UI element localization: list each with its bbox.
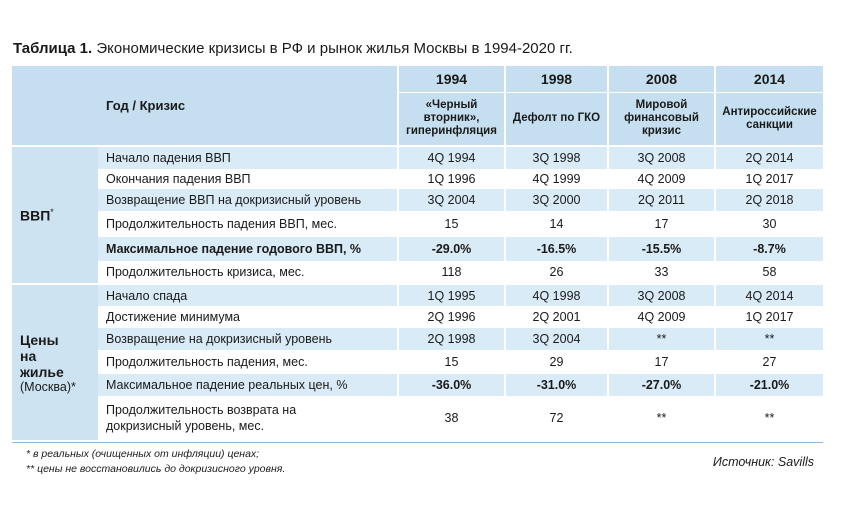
cell-value: -29.0% [398, 237, 505, 261]
cell-value: 3Q 2008 [608, 284, 715, 306]
crisis-table [12, 66, 823, 440]
cell-value: 4Q 2009 [608, 169, 715, 189]
cell-value: -31.0% [505, 374, 608, 396]
header-crisis: Антироссийские санкции [715, 92, 823, 146]
cell-value: -27.0% [608, 374, 715, 396]
cell-value: 3Q 2008 [608, 146, 715, 169]
group-name: ВВП [20, 207, 51, 224]
source-note: Источник: Savills [712, 455, 814, 469]
cell-value: -36.0% [398, 374, 505, 396]
cell-value: 2Q 1996 [398, 306, 505, 328]
row-label: Продолжительность кризиса, мес. [98, 261, 398, 284]
table-row [12, 146, 823, 169]
table-row [12, 211, 823, 237]
row-label: Возвращение на докризисный уровень [98, 328, 398, 350]
cell-value: 72 [505, 396, 608, 440]
cell-value: -16.5% [505, 237, 608, 261]
group-name-line: на [20, 347, 37, 364]
header-year: 2014 [715, 66, 823, 92]
header-year: 1998 [505, 66, 608, 92]
cell-value: -15.5% [608, 237, 715, 261]
cell-value: 30 [715, 211, 823, 237]
cell-value: 14 [505, 211, 608, 237]
cell-value: 29 [505, 350, 608, 374]
cell-value: 38 [398, 396, 505, 440]
table-row [12, 237, 823, 261]
group-label-housing [12, 284, 98, 440]
cell-value: ** [608, 328, 715, 350]
group-subtitle: (Москва)* [20, 379, 76, 394]
cell-value: 3Q 2004 [398, 189, 505, 211]
cell-value: 2Q 2011 [608, 189, 715, 211]
cell-value: 1Q 2017 [715, 169, 823, 189]
cell-value: 4Q 2014 [715, 284, 823, 306]
row-label: Максимальное падение годового ВВП, % [98, 237, 398, 261]
cell-value: 2Q 1998 [398, 328, 505, 350]
cell-value: 17 [608, 350, 715, 374]
cell-value: 3Q 1998 [505, 146, 608, 169]
cell-value: ** [715, 396, 823, 440]
header-crisis: Мировой финансовый кризис [608, 92, 715, 146]
footnotes [26, 447, 285, 477]
cell-value: 3Q 2000 [505, 189, 608, 211]
group-label-gdp [12, 146, 98, 284]
cell-value: 1Q 2017 [715, 306, 823, 328]
cell-value: 2Q 2001 [505, 306, 608, 328]
cell-value: 4Q 2009 [608, 306, 715, 328]
footnote: ** цены не восстановились до докризисного уровня. [26, 463, 286, 475]
table-row [12, 328, 823, 350]
table-row [12, 306, 823, 328]
row-label-line: Продолжительность возврата на [106, 403, 297, 417]
table-row [12, 350, 823, 374]
cell-value: 17 [608, 211, 715, 237]
header-label: Год / Кризис [98, 66, 398, 146]
table-bottom-rule [12, 442, 823, 443]
table-row [12, 189, 823, 211]
table-row [12, 261, 823, 284]
table-row [12, 284, 823, 306]
cell-value: 2Q 2018 [715, 189, 823, 211]
row-label: Продолжительность падения, мес. [98, 350, 398, 374]
cell-value: 33 [608, 261, 715, 284]
table-row [12, 169, 823, 189]
table-row [12, 374, 823, 396]
cell-value: 1Q 1995 [398, 284, 505, 306]
group-name-line: жилье [20, 363, 64, 380]
row-label: Максимальное падение реальных цен, % [98, 374, 398, 396]
group-footnote-mark: * [50, 206, 54, 217]
cell-value: 3Q 2004 [505, 328, 608, 350]
header-year: 2008 [608, 66, 715, 92]
row-label: Продолжительность падения ВВП, мес. [98, 211, 398, 237]
row-label: Достижение минимума [98, 306, 398, 328]
cell-value: 15 [398, 211, 505, 237]
header-crisis: Дефолт по ГКО [505, 92, 608, 146]
cell-value: ** [715, 328, 823, 350]
cell-value: 15 [398, 350, 505, 374]
table-title [13, 40, 573, 57]
footnote: * в реальных (очищенных от инфляции) ценах; [26, 448, 260, 460]
cell-value: 58 [715, 261, 823, 284]
header-corner [12, 66, 98, 146]
group-name-line: Цены [20, 331, 59, 348]
table-row [12, 396, 823, 440]
cell-value: 27 [715, 350, 823, 374]
row-label: Возвращение ВВП на докризисный уровень [98, 189, 398, 211]
row-label: Начало спада [98, 284, 398, 306]
cell-value: 4Q 1999 [505, 169, 608, 189]
cell-value: 1Q 1996 [398, 169, 505, 189]
table-title-text: Экономические кризисы в РФ и рынок жилья Москвы в 1994-2020 гг. [92, 40, 573, 57]
cell-value: 26 [505, 261, 608, 284]
cell-value: 2Q 2014 [715, 146, 823, 169]
header-year: 1994 [398, 66, 505, 92]
header-years-row [12, 66, 823, 92]
cell-value: -21.0% [715, 374, 823, 396]
cell-value: 4Q 1998 [505, 284, 608, 306]
cell-value: ** [608, 396, 715, 440]
row-label [98, 396, 398, 440]
row-label-line: докризисный уровень, мес. [106, 419, 265, 433]
cell-value: -8.7% [715, 237, 823, 261]
cell-value: 4Q 1994 [398, 146, 505, 169]
header-crisis: «Черный вторник», гиперинфляция [398, 92, 505, 146]
cell-value: 118 [398, 261, 505, 284]
table-number: Таблица 1. [13, 40, 93, 57]
row-label: Окончания падения ВВП [98, 169, 398, 189]
row-label: Начало падения ВВП [98, 146, 398, 169]
